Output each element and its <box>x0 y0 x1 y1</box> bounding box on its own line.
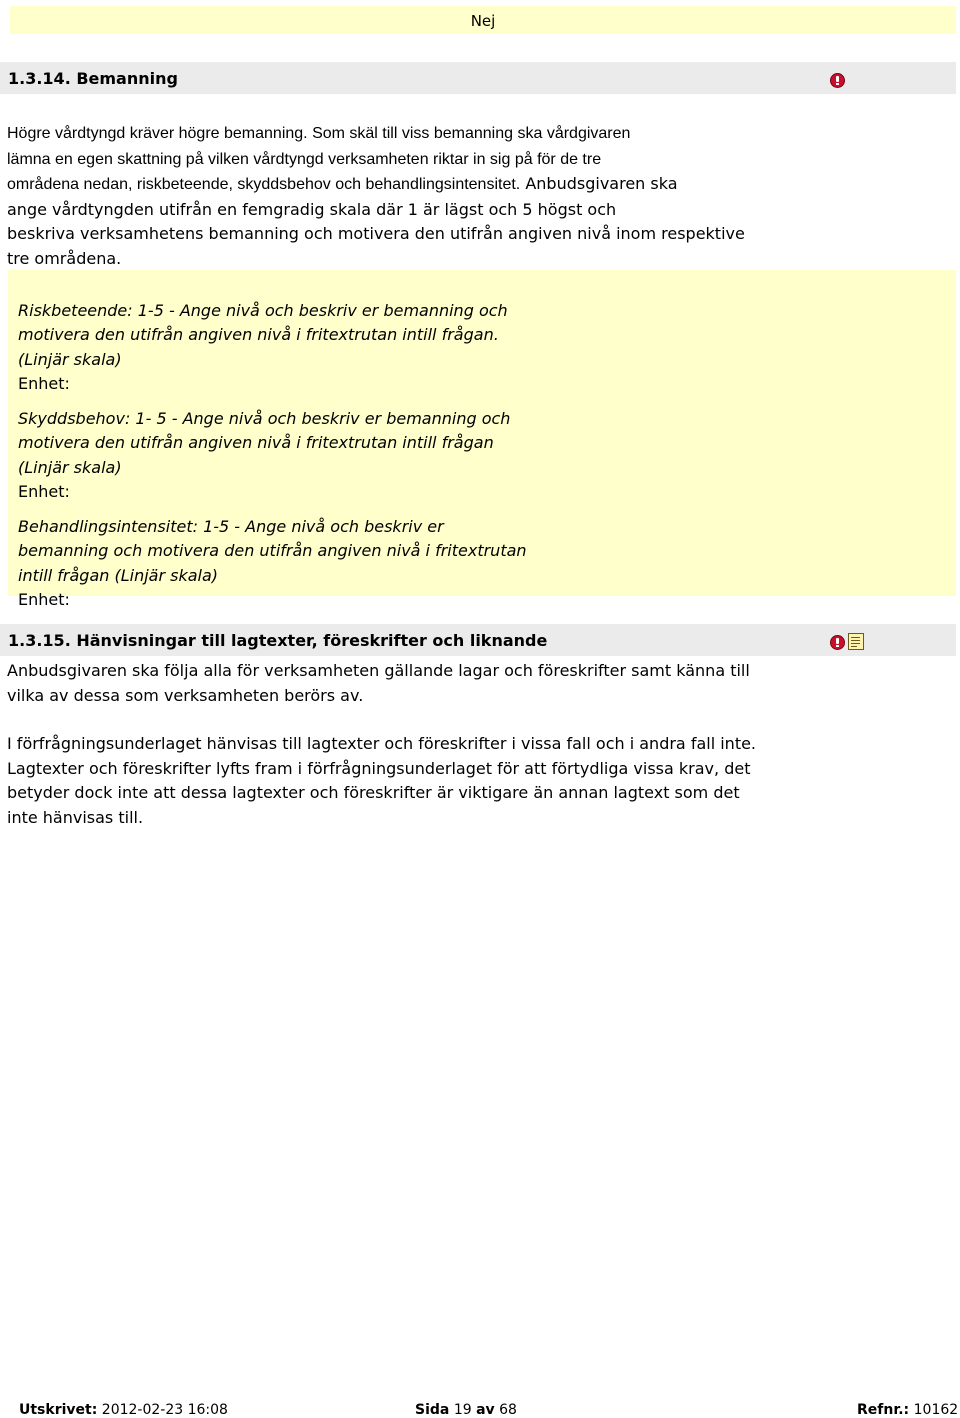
answer-question: Skyddsbehov: 1- 5 - Ange nivå och beskriv er bemanning och motivera den utifrån angiven nivå i fritextrutan intill frågan (Linjär skala) <box>18 408 511 477</box>
answer-unit-label: Enhet: <box>18 590 70 609</box>
document-icon <box>848 633 864 650</box>
warning-icon <box>830 73 845 88</box>
intro-lead-text: Högre vårdtyngd kräver högre bemanning. Som skäl till viss bemanning ska vårdgivaren lämna en egen skattning på vilken vårdtyngd verksamheten riktar in sig på för de tre områdena nedan, riskbeteende, skyddsbehov och behandlingsintensitet. <box>7 125 631 193</box>
footer-printed <box>19 1402 228 1418</box>
warning-icon <box>830 635 845 650</box>
footer-page-total: 68 <box>499 1402 517 1418</box>
answer-item-riskbeteende <box>18 274 508 397</box>
section-intro <box>7 121 745 271</box>
answer-item-skyddsbehov <box>18 382 510 505</box>
footer-ref <box>857 1402 958 1418</box>
answer-box <box>8 270 956 609</box>
answer-question: Riskbeteende: 1-5 - Ange nivå och beskriv er bemanning och motivera den utifrån angiven nivå i fritextrutan intill frågan. (Linjär skala) <box>18 300 508 369</box>
footer-page-current: 19 <box>453 1402 472 1418</box>
footer-printed-label: Utskrivet: <box>19 1402 98 1418</box>
footer-page-label: Sida <box>415 1402 450 1418</box>
section-header-hanvisningar <box>0 624 956 656</box>
section-title: 1.3.15. Hänvisningar till lagtexter, föreskrifter och liknande <box>8 631 548 650</box>
section-paragraph: I förfrågningsunderlaget hänvisas till lagtexter och föreskrifter i vissa fall och i andra fall inte. Lagtexter och föreskrifter lyfts fram i förfrågningsunderlaget för att förtydliga vissa krav, det betyder dock inte att dessa lagtexter och föreskrifter är viktigare än annan lagtext som det inte hänvisas till. <box>7 734 757 827</box>
answer-question: Behandlingsintensitet: 1-5 - Ange nivå och beskriv er bemanning och motivera den utifrån angiven nivå i fritextrutan intill frågan (Linjär skala) <box>18 516 527 585</box>
section-paragraph: Anbudsgivaren ska följa alla för verksamheten gällande lagar och föreskrifter samt känna till vilka av dessa som verksamheten berörs av. <box>7 661 750 705</box>
previous-answer-box <box>10 6 956 34</box>
intro-rest-text: Anbudsgivaren ska <box>520 174 678 193</box>
footer-page-of: av <box>476 1402 495 1418</box>
footer-printed-value: 2012-02-23 16:08 <box>101 1402 228 1418</box>
intro-continued-text: ange vårdtyngden utifrån en femgradig skala där 1 är lägst och 5 högst och beskriva verksamhetens bemanning och motivera den utifrån angiven nivå inom respektive tre områdena. <box>7 199 745 268</box>
section-header-bemanning <box>0 62 956 94</box>
section-title: 1.3.14. Bemanning <box>8 69 178 88</box>
answer-unit-label: Enhet: <box>18 482 70 501</box>
footer-page <box>415 1402 517 1418</box>
previous-answer-value: Nej <box>470 12 496 30</box>
footer-ref-value: 10162 <box>913 1402 959 1418</box>
footer-ref-label: Refnr.: <box>857 1402 910 1418</box>
answer-unit-label: Enhet: <box>18 374 70 393</box>
answer-item-behandlingsintensitet <box>18 490 527 613</box>
